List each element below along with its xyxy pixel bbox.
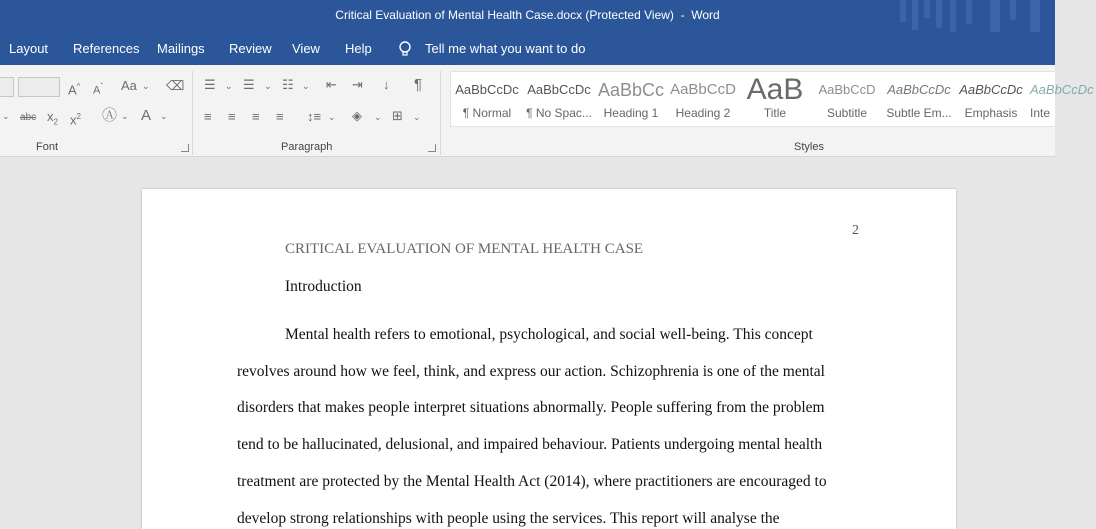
chevron-down-icon: ⌄ (121, 111, 129, 121)
style-name: Subtitle (826, 106, 868, 120)
styles-group-label: Styles (794, 141, 824, 153)
decrease-indent-icon[interactable]: ⇤ (326, 77, 337, 92)
paragraph-dialog-launcher[interactable] (428, 144, 436, 152)
increase-indent-icon[interactable]: ⇥ (352, 77, 363, 92)
chevron-down-icon: ⌄ (328, 112, 336, 122)
style-name: ¶ Normal (462, 106, 512, 120)
change-case-icon[interactable]: Aa (121, 78, 137, 93)
text-effects-icon[interactable]: Ⓐ (102, 107, 118, 124)
font-color-icon[interactable]: A (141, 107, 152, 124)
shading-icon[interactable]: ◈ (352, 108, 362, 123)
paragraph-group-label: Paragraph (281, 141, 333, 153)
tell-me-search[interactable]: Tell me what you want to do (425, 41, 586, 56)
style-name: Heading 1 (603, 106, 659, 120)
multilevel-list-icon[interactable]: ☷ (282, 77, 294, 92)
title-bar-pattern (912, 0, 918, 30)
style-name: Subtle Em... (886, 106, 952, 120)
title-bar-pattern (924, 0, 930, 18)
style-no-spacing[interactable] (526, 76, 592, 124)
title-bar-pattern (900, 0, 906, 22)
title-bar-pattern (936, 0, 942, 28)
font-dialog-launcher[interactable] (181, 144, 189, 152)
lightbulb-icon (398, 40, 412, 58)
clear-formatting-icon[interactable]: ⌫ (166, 78, 185, 93)
chevron-down-icon: ⌄ (160, 111, 168, 121)
style-heading-2[interactable] (670, 76, 736, 124)
group-divider (192, 71, 193, 155)
chevron-down-icon: ⌄ (413, 112, 421, 122)
style-name: Emphasis (964, 106, 1018, 120)
document-page[interactable] (142, 189, 956, 529)
group-divider (440, 71, 441, 155)
body-line: treatment are protected by the Mental Health Act (2014), where practitioners are encouraged to (237, 473, 827, 490)
numbering-icon[interactable]: ☰ (243, 77, 255, 92)
bullets-icon[interactable]: ☰ (204, 77, 216, 92)
body-line: revolves around how we feel, think, and express our action. Schizophrenia is one of the mental (237, 363, 825, 380)
ribbon (0, 65, 1094, 157)
title-bar-pattern (990, 0, 1000, 32)
tab-help[interactable]: Help (345, 41, 372, 56)
title-bar-pattern (1010, 0, 1016, 20)
tab-view[interactable]: View (292, 41, 320, 56)
window-title: Critical Evaluation of Mental Health Case.docx (Protected View) - Word (335, 8, 720, 22)
style-sample: AaBbCcDc (959, 82, 1023, 97)
title-bar (0, 0, 1055, 32)
style-sample: AaBbCc (598, 80, 665, 100)
font-group-label: Font (36, 141, 59, 153)
style-emphasis[interactable] (958, 76, 1024, 124)
running-head: CRITICAL EVALUATION OF MENTAL HEALTH CASE (285, 241, 644, 257)
align-right-icon[interactable]: ≡ (252, 109, 260, 124)
body-line: tend to be hallucinated, delusional, and impaired behaviour. Patients undergoing mental health (237, 436, 823, 453)
style-sample: AaB (746, 73, 804, 106)
chevron-down-icon: ⌄ (225, 81, 233, 91)
superscript-icon[interactable]: $x^2$ (70, 112, 81, 128)
section-heading: Introduction (285, 278, 362, 295)
style-intense[interactable] (1030, 76, 1096, 124)
chevron-down-icon: ⌄ (264, 81, 272, 91)
style-title[interactable] (742, 73, 808, 124)
chevron-down-icon: ⌄ (374, 112, 382, 122)
tab-references[interactable]: References (73, 41, 140, 56)
justify-icon[interactable]: ≡ (276, 109, 284, 124)
ribbon-tabs (0, 32, 1055, 65)
align-left-icon[interactable]: ≡ (204, 109, 212, 124)
style-name: Heading 2 (675, 106, 731, 120)
chevron-down-icon: ⌄ (142, 81, 150, 91)
style-subtitle[interactable] (814, 76, 880, 124)
line-spacing-icon[interactable]: ↕≡ (307, 109, 322, 124)
shrink-font-icon[interactable]: $A^ˇ$ (93, 82, 104, 97)
style-name: Inte (1030, 106, 1051, 120)
subscript-icon[interactable]: $x_2$ (47, 109, 58, 127)
body-line: Mental health refers to emotional, psychological, and social well-being. This concept (285, 326, 813, 343)
chevron-down-icon: ⌄ (302, 81, 310, 91)
tab-mailings[interactable]: Mailings (157, 41, 205, 56)
chevron-down-icon: ⌄ (2, 111, 10, 121)
tab-layout[interactable]: Layout (9, 41, 49, 56)
style-subtle-emphasis[interactable] (886, 76, 952, 124)
page-number: 2 (852, 223, 859, 238)
align-center-icon[interactable]: ≡ (228, 109, 236, 124)
style-sample: AaBbCcDc (1030, 82, 1094, 97)
font-size-combo[interactable] (18, 77, 60, 97)
style-sample: AaBbCcDc (455, 82, 519, 97)
style-sample: AaBbCcDc (527, 82, 591, 97)
style-sample: AaBbCcDc (887, 82, 951, 97)
title-bar-pattern (1030, 0, 1040, 32)
show-formatting-marks-icon[interactable]: ¶ (414, 76, 423, 93)
style-name: ¶ No Spac... (526, 106, 592, 120)
style-heading-1[interactable] (598, 76, 664, 124)
grow-font-icon[interactable]: A^ (68, 82, 81, 98)
body-line: develop strong relationships with people using the services. This report will analyse the (237, 510, 780, 527)
style-sample: AaBbCcD (670, 81, 736, 98)
style-normal[interactable] (454, 76, 520, 124)
styles-gallery (450, 71, 1094, 127)
body-line: disorders that makes people interpret situations abnormally. People suffering from the problem (237, 399, 825, 416)
sort-icon[interactable]: ↓ (383, 77, 390, 92)
strikethrough-icon[interactable]: abc (20, 112, 37, 123)
title-bar-pattern (966, 0, 972, 24)
style-sample: AaBbCcD (818, 82, 876, 97)
title-bar-pattern (950, 0, 956, 32)
style-name: Title (763, 106, 787, 120)
borders-icon[interactable]: ⊞ (392, 108, 403, 123)
tab-review[interactable]: Review (229, 41, 272, 56)
font-name-combo[interactable] (0, 77, 14, 97)
